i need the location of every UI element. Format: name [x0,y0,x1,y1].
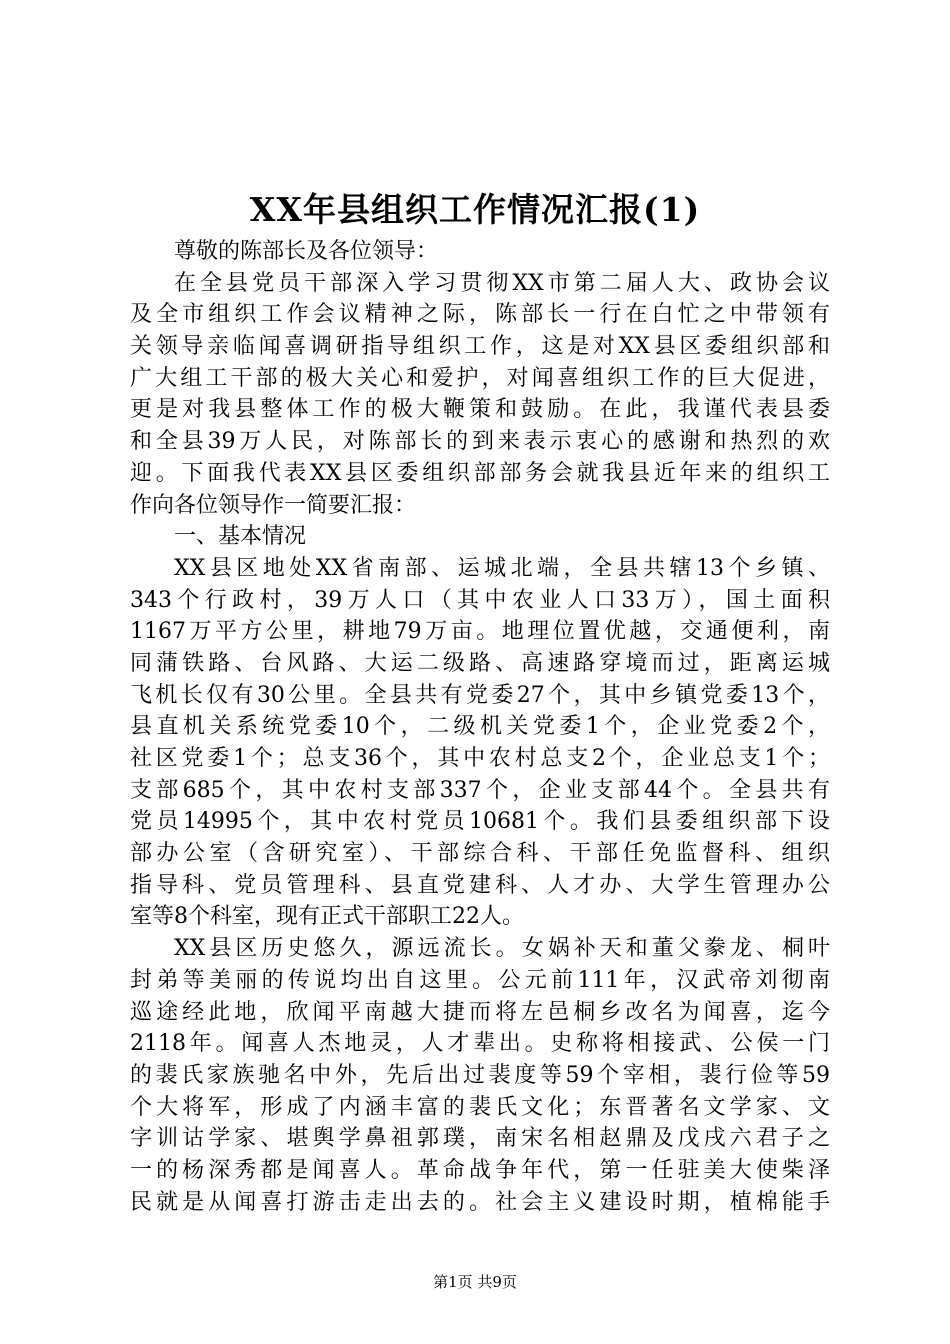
section-heading: 一、基本情况 [174,524,307,550]
paragraph-line: 迎。下面我代表XX县区委组织部部务会就我县近年来的组织工 [130,460,830,486]
paragraph-line: 个大将军，形成了内涵丰富的裴氏文化；东晋著名文学家、文 [130,1094,830,1120]
paragraph-line: 室等8个科室，现有正式干部职工22人。 [130,904,524,930]
paragraph-line: 党员14995个，其中农村党员10681个。我们县委组织部下设 [130,809,830,835]
paragraph-line: 字训诂学家、堪舆学鼻祖郭璞，南宋名相赵鼎及戊戌六君子之 [130,1126,830,1152]
paragraph-line: 343个行政村，39万人口（其中农业人口33万），国土面积 [130,587,830,613]
paragraph-line: 作向各位领导作一简要汇报： [130,492,417,518]
paragraph-line: 1167万平方公里，耕地79万亩。地理位置优越，交通便利，南 [130,619,830,645]
paragraph-line: 巡途经此地，欣闻平南越大捷而将左邑桐乡改名为闻喜，迄今 [130,999,830,1025]
paragraph-line: 飞机长仅有30公里。全县共有党委27个，其中乡镇党委13个， [130,682,830,708]
paragraph-line: XX县区历史悠久，源远流长。女娲补天和董父豢龙、桐叶 [174,936,830,962]
document-title: XX年县组织工作情况汇报(1) [249,190,701,229]
paragraph-line: 广大组工干部的极大关心和爱护，对闻喜组织工作的巨大促进， [130,365,830,391]
page-number-footer: 第1页 共9页 [433,1273,517,1291]
paragraph-line: 在全县党员干部深入学习贯彻XX市第二届人大、政协会议 [174,270,830,296]
paragraph-line: 一的杨深秀都是闻喜人。革命战争年代，第一任驻美大使柴泽 [130,1157,830,1183]
paragraph-line: 民就是从闻喜打游击走出去的。社会主义建设时期，植棉能手 [130,1189,830,1215]
paragraph-line: 关领导亲临闻喜调研指导组织工作，这是对XX县区委组织部和 [130,334,830,360]
salutation-line: 尊敬的陈部长及各位领导： [174,239,439,264]
paragraph-line: 支部685个，其中农村支部337个，企业支部44个。全县共有 [130,777,830,803]
paragraph-line: 指导科、党员管理科、县直党建科、人才办、大学生管理办公 [130,872,830,898]
paragraph-line: 更是对我县整体工作的极大鞭策和鼓励。在此，我谨代表县委 [130,397,830,423]
paragraph-line: 县直机关系统党委10个，二级机关党委1个，企业党委2个， [130,714,830,740]
paragraph-line: 及全市组织工作会议精神之际，陈部长一行在白忙之中带领有 [130,302,830,328]
paragraph-line: XX县区地处XX省南部、运城北端，全县共辖13个乡镇、 [174,555,830,581]
paragraph-line: 和全县39万人民，对陈部长的到来表示衷心的感谢和热烈的欢 [130,429,830,455]
paragraph-line: 同蒲铁路、台风路、大运二级路、高速路穿境而过，距离运城 [130,650,830,676]
paragraph-line: 2118年。闻喜人杰地灵，人才辈出。史称将相接武、公侯一门 [130,1031,830,1057]
paragraph-line: 的裴氏家族驰名中外，先后出过裴度等59个宰相，裴行俭等59 [130,1062,830,1088]
paragraph-line: 封弟等美丽的传说均出自这里。公元前111年，汉武帝刘彻南 [130,967,830,993]
paragraph-line: 社区党委1个；总支36个，其中农村总支2个，企业总支1个； [130,746,830,771]
document-body [130,236,830,1218]
paragraph-line: 部办公室（含研究室）、干部综合科、干部任免监督科、组织 [130,841,830,867]
